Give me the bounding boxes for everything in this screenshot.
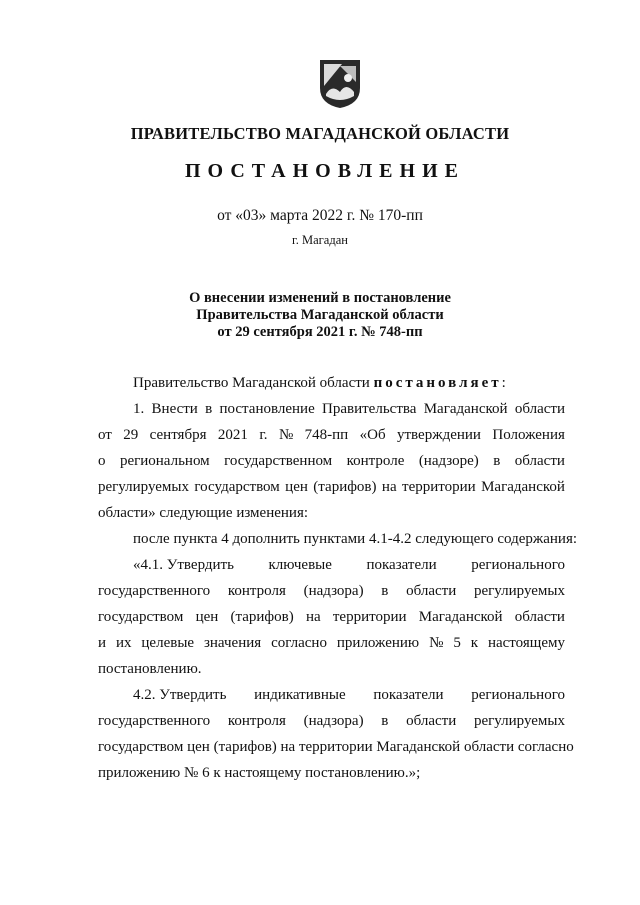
word: согласно xyxy=(271,635,327,651)
word: 29 xyxy=(123,427,139,443)
word: постановлению. xyxy=(98,661,202,677)
word: 5 xyxy=(453,635,461,651)
word: 1. xyxy=(133,401,145,417)
word: настоящему xyxy=(487,635,565,651)
word: области» следующие изменения: xyxy=(98,505,309,521)
word: государством xyxy=(98,609,184,625)
word: Магаданской xyxy=(423,401,508,417)
paragraph-line xyxy=(98,604,565,630)
word: области xyxy=(406,713,457,729)
word: в xyxy=(381,713,389,729)
word: 748-пп xyxy=(304,427,349,443)
word: регулируемых xyxy=(98,479,189,495)
word: утверждении xyxy=(397,427,481,443)
word: (надзора) xyxy=(303,583,364,599)
paragraph-line xyxy=(98,552,565,578)
word: Правительства xyxy=(322,401,417,417)
word: ключевые xyxy=(268,557,332,573)
paragraph-after: после пункта 4 дополнить пунктами 4.1-4.2 следующего содержания: xyxy=(133,531,578,547)
word: Положения xyxy=(492,427,565,443)
organization-name: ПРАВИТЕЛЬСТВО МАГАДАНСКОЙ ОБЛАСТИ xyxy=(130,124,510,143)
word: Магаданской xyxy=(418,609,503,625)
coat-of-arms-icon xyxy=(318,58,362,110)
document-city: г. Магадан xyxy=(292,233,348,247)
word: Магаданской xyxy=(481,479,565,495)
preamble-colon: : xyxy=(501,375,506,391)
word: на xyxy=(305,609,321,625)
word: в xyxy=(381,583,389,599)
word: и xyxy=(98,635,107,651)
word: о xyxy=(98,453,106,469)
word: на xyxy=(381,479,397,495)
word: области xyxy=(514,609,565,625)
word: индикативные xyxy=(254,687,346,703)
paragraph-line xyxy=(98,630,565,656)
word: государственном xyxy=(224,453,333,469)
word: 2021 xyxy=(217,427,248,443)
paragraph-line xyxy=(98,760,565,786)
word: (тарифов) xyxy=(313,479,377,495)
word: сентября xyxy=(149,427,207,443)
paragraph-line xyxy=(98,422,565,448)
word: государственного xyxy=(98,583,211,599)
paragraph-line xyxy=(98,396,565,422)
subject-line: от 29 сентября 2021 г. № 748-пп xyxy=(217,324,423,340)
word: контроля xyxy=(227,713,286,729)
paragraph-line xyxy=(98,448,565,474)
paragraph-line xyxy=(98,474,565,500)
word: значения xyxy=(203,635,262,651)
word: регулируемых xyxy=(473,713,565,729)
document-body xyxy=(98,370,578,786)
word: (надзоре) xyxy=(418,453,479,469)
word: в xyxy=(205,401,213,417)
word: целевые xyxy=(141,635,195,651)
word: в xyxy=(493,453,501,469)
paragraph-item-1 xyxy=(98,396,565,526)
word: цен xyxy=(195,609,219,625)
word: (тарифов) xyxy=(230,609,294,625)
word: территории xyxy=(402,479,476,495)
word: приложению № 6 к настоящему постановлению.»; xyxy=(98,765,421,781)
word: государственного xyxy=(98,713,211,729)
word: региональном xyxy=(119,453,210,469)
document-date-number: от «03» марта 2022 г. № 170-пп xyxy=(217,207,423,224)
paragraph-line xyxy=(98,500,565,526)
subject-line: О внесении изменений в постановление xyxy=(189,290,451,306)
word: государством цен (тарифов) на территории Магаданской области согласно xyxy=(98,739,574,755)
word: цен xyxy=(285,479,308,495)
word: приложению xyxy=(336,635,420,651)
word: области xyxy=(514,401,565,417)
paragraph-item-4-1 xyxy=(98,552,565,682)
word: показатели xyxy=(366,557,437,573)
preamble xyxy=(98,370,565,396)
word: области xyxy=(406,583,457,599)
paragraph-line xyxy=(98,734,574,760)
preamble-verb: постановляет xyxy=(373,375,502,391)
word: от xyxy=(98,427,112,443)
word: территории xyxy=(332,609,407,625)
paragraph-line xyxy=(98,656,565,682)
paragraph-line xyxy=(98,578,565,604)
document-subject xyxy=(0,290,640,341)
word: 4.2. Утвердить xyxy=(133,687,227,703)
word: «4.1. Утвердить xyxy=(133,557,234,573)
word: постановление xyxy=(219,401,315,417)
paragraph-line xyxy=(98,708,565,734)
word: контроле xyxy=(346,453,405,469)
word: регионального xyxy=(471,557,565,573)
subject-line: Правительства Магаданской области xyxy=(196,307,444,323)
word: регулируемых xyxy=(473,583,565,599)
word: регионального xyxy=(471,687,565,703)
word: (надзора) xyxy=(303,713,364,729)
word: государством xyxy=(194,479,280,495)
word: № xyxy=(278,427,294,443)
word: показатели xyxy=(373,687,444,703)
word: № xyxy=(429,635,444,651)
paragraph-line xyxy=(98,682,565,708)
paragraph-item-4-2 xyxy=(98,682,574,786)
preamble-text: Правительство Магаданской области xyxy=(133,375,370,391)
word: г. xyxy=(259,427,268,443)
word: Внести xyxy=(151,401,198,417)
word: «Об xyxy=(359,427,386,443)
document-type: ПОСТАНОВЛЕНИЕ xyxy=(185,160,465,182)
word: к xyxy=(470,635,479,651)
word: контроля xyxy=(227,583,286,599)
word: области xyxy=(514,453,565,469)
word: их xyxy=(115,635,132,651)
